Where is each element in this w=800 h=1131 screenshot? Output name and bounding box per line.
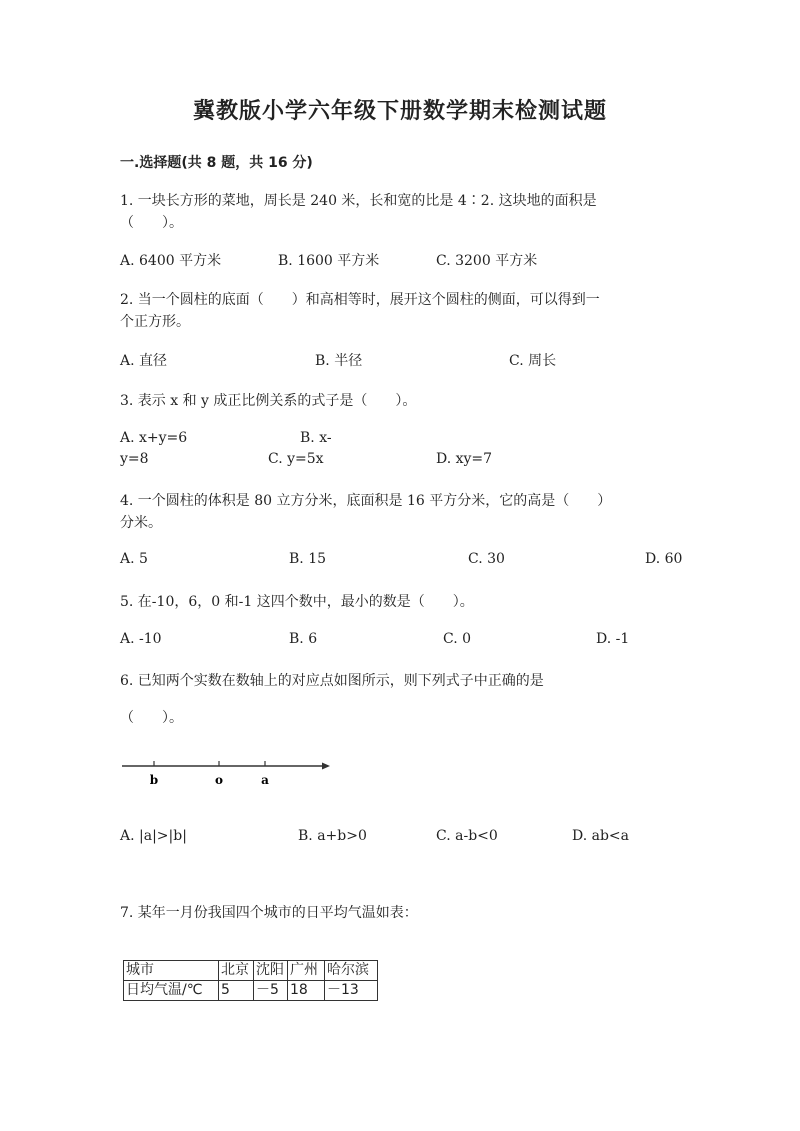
table-cell: 5	[219, 981, 254, 1001]
table-cell: 沈阳	[254, 961, 288, 981]
q4-option-d[interactable]: D. 60	[645, 551, 683, 567]
question-1-text: 1. 一块长方形的菜地，周长是 240 米，长和宽的比是 4∶2. 这块地的面积是	[120, 193, 597, 209]
question-3-text: 3. 表示 x 和 y 成正比例关系的式子是（ ）。	[120, 393, 417, 409]
q4-option-c[interactable]: C. 30	[468, 551, 505, 567]
q5-option-c[interactable]: C. 0	[443, 631, 472, 647]
q2-option-a[interactable]: A. 直径	[120, 353, 168, 369]
q6-option-d[interactable]: D. ab<a	[572, 828, 630, 844]
question-7-text: 7. 某年一月份我国四个城市的日平均气温如表：	[120, 905, 418, 921]
q5-option-b[interactable]: B. 6	[289, 631, 318, 647]
question-6-text: 6. 已知两个实数在数轴上的对应点如图所示，则下列式子中正确的是	[120, 673, 544, 689]
q5-option-d[interactable]: D. -1	[596, 631, 630, 647]
question-2-text-cont: 个正方形。	[120, 314, 190, 330]
q2-option-c[interactable]: C. 周长	[509, 353, 557, 369]
q6-option-b[interactable]: B. a+b>0	[298, 828, 367, 844]
question-6-blank: （ ）。	[120, 710, 183, 726]
question-1-blank: （ ）。	[120, 215, 183, 231]
table-cell: 18	[288, 981, 325, 1001]
axis-label-o: o	[214, 773, 224, 787]
q1-option-a[interactable]: A. 6400 平方米	[120, 253, 222, 269]
q4-option-a[interactable]: A. 5	[120, 551, 148, 567]
temperature-table	[123, 960, 378, 1001]
q3-option-b-cont[interactable]: y=8	[120, 451, 149, 467]
q3-option-d[interactable]: D. xy=7	[436, 451, 493, 467]
number-line-arrow-icon	[322, 763, 330, 770]
table-cell: 日均气温/℃	[124, 981, 219, 1001]
q1-option-b[interactable]: B. 1600 平方米	[278, 253, 380, 269]
table-cell: 北京	[219, 961, 254, 981]
q4-option-b[interactable]: B. 15	[289, 551, 327, 567]
number-line-figure	[120, 756, 340, 796]
section-heading: 一.选择题(共 8 题，共 16 分)	[120, 155, 313, 171]
q2-option-b[interactable]: B. 半径	[315, 353, 363, 369]
table-cell: －5	[254, 981, 288, 1001]
table-cell: 哈尔滨	[325, 961, 378, 981]
question-2-text: 2. 当一个圆柱的底面（ ）和高相等时，展开这个圆柱的侧面，可以得到一	[120, 292, 600, 308]
page-title: 冀教版小学六年级下册数学期末检测试题	[192, 99, 607, 124]
q3-option-a[interactable]: A. x+y=6	[120, 430, 188, 446]
table-cell: 广州	[288, 961, 325, 981]
question-5-text: 5. 在-10，6，0 和-1 这四个数中，最小的数是（ ）。	[120, 594, 474, 610]
table-row	[124, 961, 378, 981]
table-row	[124, 981, 378, 1001]
table-cell: －13	[325, 981, 378, 1001]
q5-option-a[interactable]: A. -10	[120, 631, 162, 647]
q3-option-b[interactable]: B. x-	[300, 430, 332, 446]
table-cell: 城市	[124, 961, 219, 981]
question-4-text: 4. 一个圆柱的体积是 80 立方分米，底面积是 16 平方分米，它的高是（ ）	[120, 493, 612, 509]
axis-label-a: a	[261, 773, 269, 787]
q3-option-c[interactable]: C. y=5x	[268, 451, 324, 467]
q1-option-c[interactable]: C. 3200 平方米	[436, 253, 538, 269]
q6-option-c[interactable]: C. a-b<0	[436, 828, 498, 844]
q6-option-a[interactable]: A. |a|>|b|	[120, 828, 187, 844]
axis-label-b: b	[149, 773, 159, 787]
question-4-text-cont: 分米。	[120, 515, 162, 531]
